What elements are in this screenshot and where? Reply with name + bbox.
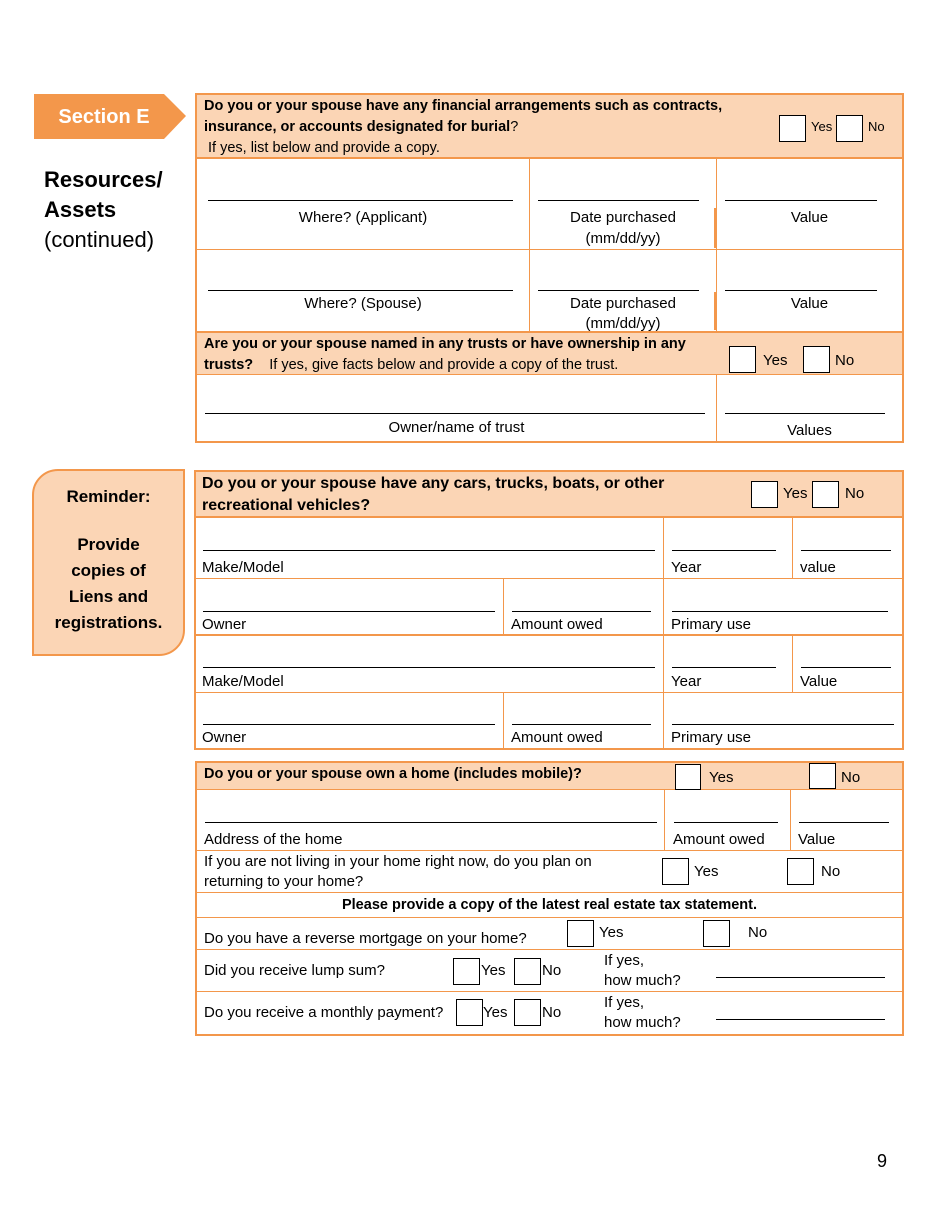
trusts-question-line2 xyxy=(204,355,618,375)
trusts-no-checkbox[interactable] xyxy=(803,346,830,373)
primary-use-line[interactable] xyxy=(672,724,894,725)
burial-row-divider xyxy=(197,249,902,250)
amount-owed-label: Amount owed xyxy=(511,729,603,746)
home-header-divider xyxy=(197,789,902,790)
trusts-yes-checkbox[interactable] xyxy=(729,346,756,373)
how-much-label: how much? xyxy=(604,1014,681,1031)
side-title-line3: (continued) xyxy=(44,227,155,252)
monthly-payment-yes-checkbox[interactable] xyxy=(456,999,483,1026)
burial-yes-label: Yes xyxy=(811,119,833,134)
plan-return-yes-label: Yes xyxy=(694,863,719,880)
monthly-payment-question: Do you receive a monthly payment? xyxy=(204,1004,444,1021)
plan-return-yes-checkbox[interactable] xyxy=(662,858,689,885)
if-yes-label: If yes, xyxy=(604,952,645,969)
make-model-label: Make/Model xyxy=(202,559,284,576)
how-much-label: how much? xyxy=(604,972,681,989)
home-amount-owed-label: Amount owed xyxy=(673,831,765,848)
vehicles-no-checkbox[interactable] xyxy=(812,481,839,508)
lump-sum-question: Did you receive lump sum? xyxy=(204,962,385,979)
home-row-divider xyxy=(197,917,902,918)
home-address-label: Address of the home xyxy=(204,831,343,848)
date-purchased-label: Date purchased xyxy=(570,209,676,226)
where-spouse-line[interactable] xyxy=(208,290,513,291)
reminder-line: Liens and xyxy=(68,587,149,606)
burial-question-line2-bold: insurance, or accounts designated for burial xyxy=(204,119,511,135)
amount-owed-label: Amount owed xyxy=(511,616,603,633)
owner-line[interactable] xyxy=(203,724,495,725)
tax-statement-note: Please provide a copy of the latest real estate tax statement. xyxy=(341,897,758,913)
vehicles-no-label: No xyxy=(845,485,865,502)
home-plan-line2: returning to your home? xyxy=(204,873,364,890)
amount-owed-line[interactable] xyxy=(512,611,651,612)
where-spouse-label: Where? (Spouse) xyxy=(304,295,422,312)
value-applicant-line[interactable] xyxy=(725,200,877,201)
side-title-line2: Assets xyxy=(44,197,117,222)
section-badge xyxy=(34,94,186,139)
vehicles-row-divider xyxy=(196,692,902,693)
home-question: Do you or your spouse own a home (includes mobile)? xyxy=(204,766,582,782)
vehicles-col-divider xyxy=(792,636,793,692)
home-no-checkbox[interactable] xyxy=(809,763,836,789)
home-row-divider xyxy=(197,892,902,893)
primary-use-label: Primary use xyxy=(671,729,752,746)
burial-question-line1: Do you or your spouse have any financial arrangements such as contracts, xyxy=(204,98,723,114)
vehicles-yes-label: Yes xyxy=(783,485,808,502)
trust-values-label: Values xyxy=(787,422,832,439)
owner-label: Owner xyxy=(202,729,247,746)
value-spouse-line[interactable] xyxy=(725,290,877,291)
vehicles-col-divider xyxy=(503,693,504,748)
where-applicant-label: Where? (Applicant) xyxy=(298,209,428,226)
reverse-mortgage-question: Do you have a reverse mortgage on your home? xyxy=(204,930,527,947)
burial-no-checkbox[interactable] xyxy=(836,115,863,142)
home-plan-line1: If you are not living in your home right now, do you plan on xyxy=(204,853,592,870)
reverse-mortgage-no-label: No xyxy=(748,924,768,941)
trusts-no-label: No xyxy=(835,352,855,369)
home-row-divider xyxy=(197,850,902,851)
reminder-title: Reminder: xyxy=(66,487,151,506)
date-purchased-spouse-line[interactable] xyxy=(538,290,699,291)
home-value-line[interactable] xyxy=(799,822,889,823)
home-yes-label: Yes xyxy=(709,769,734,786)
home-amount-owed-line[interactable] xyxy=(674,822,778,823)
home-row-divider xyxy=(197,949,902,950)
date-format-label: (mm/dd/yy) xyxy=(585,230,661,247)
burial-note: If yes, list below and provide a copy. xyxy=(208,140,440,156)
lump-sum-no-checkbox[interactable] xyxy=(514,958,541,985)
vehicles-row-divider xyxy=(196,578,902,579)
vehicles-col-divider xyxy=(663,518,664,748)
owner-line[interactable] xyxy=(203,611,495,612)
vehicles-col-divider xyxy=(792,518,793,578)
monthly-payment-no-label: No xyxy=(542,1004,562,1021)
plan-return-no-label: No xyxy=(821,863,841,880)
burial-yes-checkbox[interactable] xyxy=(779,115,806,142)
date-purchased-applicant-line[interactable] xyxy=(538,200,699,201)
burial-no-label: No xyxy=(868,119,885,134)
value-label: Value xyxy=(800,673,838,690)
home-value-label: Value xyxy=(798,831,836,848)
reverse-mortgage-no-checkbox[interactable] xyxy=(703,920,730,947)
vehicles-col-divider xyxy=(503,579,504,634)
lump-sum-no-label: No xyxy=(542,962,562,979)
trust-values-line[interactable] xyxy=(725,413,885,414)
trusts-question-bold: trusts? xyxy=(204,357,254,373)
monthly-payment-yes-label: Yes xyxy=(483,1004,508,1021)
reverse-mortgage-yes-label: Yes xyxy=(599,924,624,941)
trusts-question-rest: If yes, give facts below and provide a copy of the trust. xyxy=(269,357,619,373)
side-title-line1: Resources/ xyxy=(44,167,163,192)
year-label: Year xyxy=(671,673,702,690)
owner-label: Owner xyxy=(202,616,247,633)
primary-use-line[interactable] xyxy=(672,611,888,612)
burial-question-line2 xyxy=(204,117,518,137)
vehicles-question-line2: recreational vehicles? xyxy=(202,497,371,514)
trusts-yes-label: Yes xyxy=(763,352,788,369)
monthly-payment-no-checkbox[interactable] xyxy=(514,999,541,1026)
lump-sum-amount-line[interactable] xyxy=(716,977,885,978)
lump-sum-yes-checkbox[interactable] xyxy=(453,958,480,985)
home-no-label: No xyxy=(841,769,861,786)
plan-return-no-checkbox[interactable] xyxy=(787,858,814,885)
owner-trust-line[interactable] xyxy=(205,413,705,414)
owner-trust-label: Owner/name of trust xyxy=(388,419,525,436)
amount-owed-line[interactable] xyxy=(512,724,651,725)
vehicles-question-line1: Do you or your spouse have any cars, trucks, boats, or other xyxy=(202,475,665,492)
page-number: 9 xyxy=(877,1151,888,1171)
year-label: Year xyxy=(671,559,702,576)
year-line[interactable] xyxy=(672,667,776,668)
lump-sum-yes-label: Yes xyxy=(481,962,506,979)
value-label: Value xyxy=(790,295,829,312)
reminder-line: registrations. xyxy=(54,613,163,632)
if-yes-label: If yes, xyxy=(604,994,645,1011)
make-model-line[interactable] xyxy=(203,550,655,551)
home-row-divider xyxy=(197,991,902,992)
reminder-line: Provide xyxy=(77,535,140,554)
trusts-question-line1: Are you or your spouse named in any trusts or have ownership in any xyxy=(204,336,686,352)
make-model-line[interactable] xyxy=(203,667,655,668)
home-yes-checkbox[interactable] xyxy=(675,764,701,790)
home-col-divider xyxy=(790,790,791,850)
date-purchased-label: Date purchased xyxy=(570,295,676,312)
reverse-mortgage-yes-checkbox[interactable] xyxy=(567,920,594,947)
reminder-line: copies of xyxy=(71,561,146,580)
year-line[interactable] xyxy=(672,550,776,551)
home-address-line[interactable] xyxy=(205,822,657,823)
primary-use-label: Primary use xyxy=(671,616,752,633)
burial-question-line2-end: ? xyxy=(510,119,519,135)
section-badge-label: Section E xyxy=(58,106,150,128)
date-format-label: (mm/dd/yy) xyxy=(585,315,661,332)
home-col-divider xyxy=(664,790,665,850)
value-line[interactable] xyxy=(801,667,891,668)
vehicles-yes-checkbox[interactable] xyxy=(751,481,778,508)
value-line[interactable] xyxy=(801,550,891,551)
value-label: Value xyxy=(790,209,829,226)
value-label: value xyxy=(800,559,836,576)
monthly-payment-amount-line[interactable] xyxy=(716,1019,885,1020)
make-model-label: Make/Model xyxy=(202,673,284,690)
where-applicant-line[interactable] xyxy=(208,200,513,201)
